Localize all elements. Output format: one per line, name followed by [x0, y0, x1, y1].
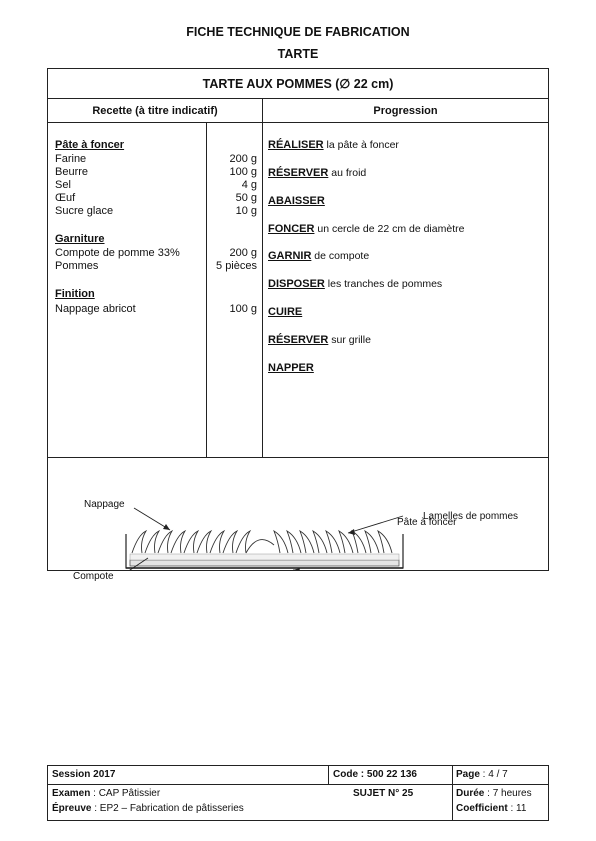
tart-cross-section-diagram	[48, 458, 548, 582]
step-6: DISPOSER les tranches de pommes	[268, 278, 443, 290]
code-label: Code : 500 22 136	[333, 769, 417, 780]
step-8: RÉSERVER sur grille	[268, 334, 371, 346]
label-nappage: Nappage	[84, 499, 125, 510]
coefficient-label: Coefficient : 11	[456, 803, 527, 814]
progression-column-header: Progression	[263, 99, 548, 123]
step-5: GARNIR de compote	[268, 250, 370, 262]
exam-footer	[47, 765, 549, 821]
page-label: Page : 4 / 7	[456, 769, 508, 780]
ingredient-name: Sucre glace	[55, 205, 114, 217]
label-pate: Pâte à foncer	[397, 517, 457, 528]
step-9: NAPPER	[268, 362, 314, 374]
recipe-column-header: Recette (à titre indicatif)	[48, 99, 263, 123]
label-lamelles: Lamelles de pommes	[423, 511, 519, 522]
sujet-label: SUJET N° 25	[353, 788, 414, 799]
examen-label: Examen : CAP Pâtissier	[52, 788, 161, 799]
ingredient-qty: 100 g	[229, 166, 257, 178]
ingredient-qty: 100 g	[229, 303, 257, 315]
step-1: RÉALISER la pâte à foncer	[268, 139, 399, 151]
ingredient-name: Pommes	[55, 260, 99, 272]
ingredient-qty: 200 g	[229, 153, 257, 165]
ingredient-qty: 4 g	[241, 179, 257, 191]
ingredient-name: Nappage abricot	[55, 303, 136, 315]
section-title-pate: Pâte à foncer	[55, 139, 125, 151]
step-2: RÉSERVER au froid	[268, 167, 367, 179]
ingredient-name: Sel	[55, 179, 71, 191]
ingredients-panel	[48, 123, 263, 458]
step-7: CUIRE	[268, 306, 303, 318]
ingredient-name: Compote de pomme 33%	[55, 247, 180, 259]
ingredient-name: Farine	[55, 153, 87, 165]
session-label: Session 2017	[52, 769, 116, 780]
ingredient-name: Œuf	[55, 192, 76, 204]
step-4: FONCER un cercle de 22 cm de diamètre	[268, 223, 465, 235]
ingredient-name: Beurre	[55, 166, 89, 178]
ingredient-qty: 200 g	[229, 247, 257, 259]
section-title-finition: Finition	[55, 288, 95, 300]
recipe-name: TARTE AUX POMMES (∅ 22 cm)	[48, 69, 548, 99]
label-compote: Compote	[73, 571, 114, 582]
section-title-garniture: Garniture	[55, 233, 105, 245]
document-title: FICHE TECHNIQUE DE FABRICATION	[186, 25, 410, 39]
epreuve-label: Épreuve : EP2 – Fabrication de pâtisseries	[52, 803, 244, 814]
ingredient-qty: 5 pièces	[216, 260, 257, 272]
recipe-sheet	[47, 68, 549, 582]
step-3: ABAISSER	[268, 195, 325, 207]
duree-label: Durée : 7 heures	[456, 788, 532, 799]
progression-panel	[263, 123, 548, 458]
ingredient-qty: 10 g	[235, 205, 257, 217]
quantity-divider	[206, 123, 207, 458]
ingredient-qty: 50 g	[235, 192, 257, 204]
document-subtitle: TARTE	[277, 47, 319, 61]
